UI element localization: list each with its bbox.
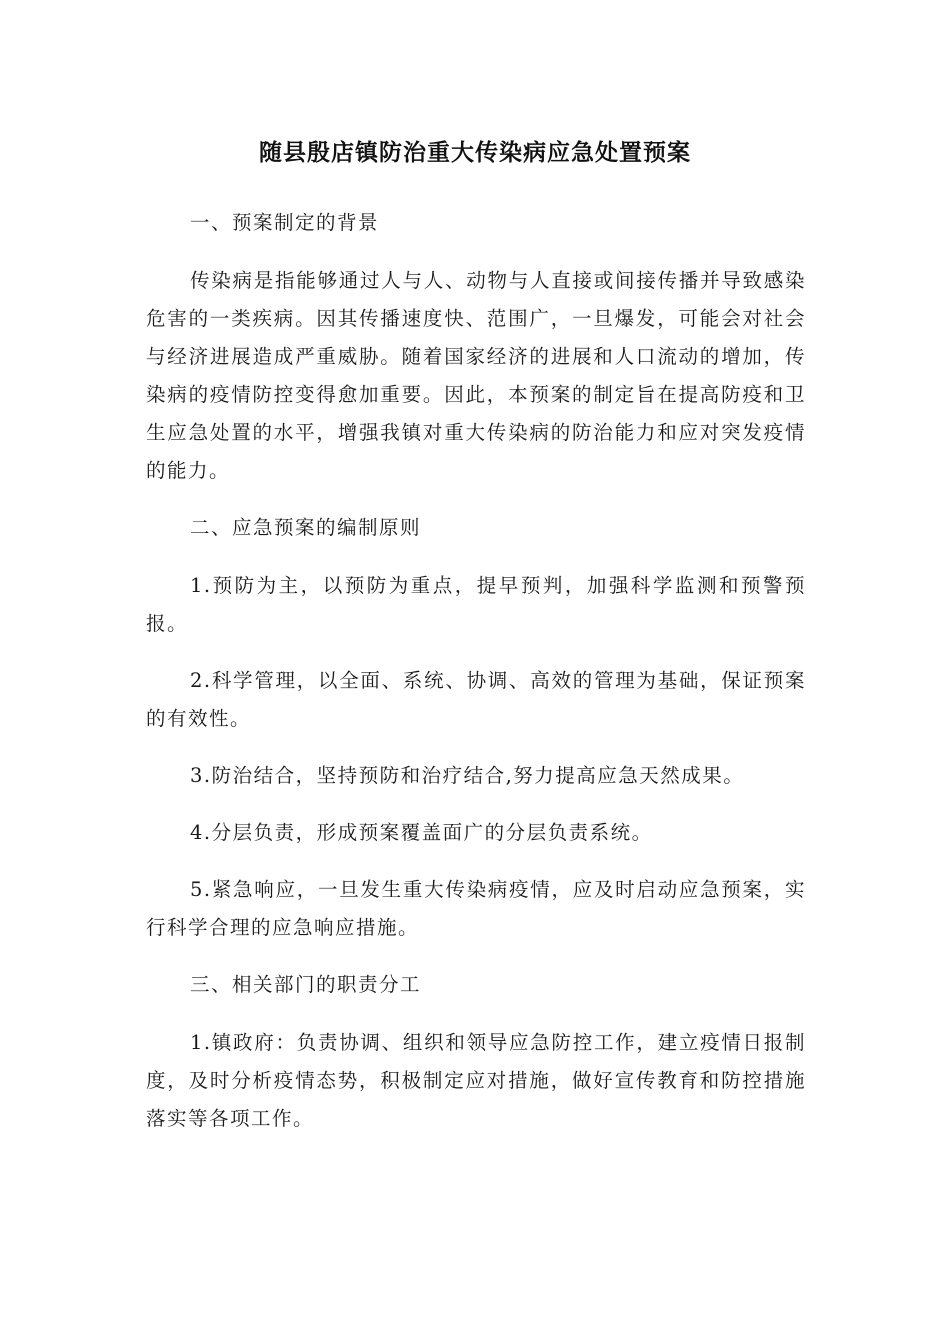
document-title: 随县殷店镇防治重大传染病应急处置预案 bbox=[259, 140, 691, 166]
paragraph-background: 传染病是指能够通过人与人、动物与人直接或间接传播并导致感染危害的一类疾病。因其传播速度快、范围广，一旦爆发，可能会对社会与经济进展造成严重威胁。随着国家经济的进展和人口流动的增加，传染病的疫情防控变得愈加重要。因此，本预案的制定旨在提高防疫和卫生应急处置的水平，增强我镇对重大传染病的防治能力和应对突发疫情的能力。 bbox=[146, 269, 806, 482]
responsibility-item-1: 1.镇政府：负责协调、组织和领导应急防控工作，建立疫情日报制度，及时分析疫情态势，积极制定应对措施，做好宣传教育和防控措施落实等各项工作。 bbox=[146, 1031, 806, 1130]
principle-item-3: 3.防治结合，坚持预防和治疗结合,努力提高应急天然成果。 bbox=[190, 764, 745, 787]
principle-item-5: 5.紧急响应，一旦发生重大传染病疫情，应及时启动应急预案，实行科学合理的应急响应措施。 bbox=[146, 878, 806, 939]
principle-item-2: 2.科学管理，以全面、系统、协调、高效的管理为基础，保证预案的有效性。 bbox=[146, 669, 806, 730]
document-body bbox=[146, 204, 806, 1138]
principle-item-4: 4.分层负责，形成预案覆盖面广的分层负责系统。 bbox=[190, 821, 653, 844]
section-heading-background: 一、预案制定的背景 bbox=[190, 211, 380, 234]
section-heading-principles: 二、应急预案的编制原则 bbox=[190, 516, 422, 539]
principle-item-1: 1.预防为主，以预防为重点，提早预判，加强科学监测和预警预报。 bbox=[146, 574, 806, 635]
section-heading-responsibilities: 三、相关部门的职责分工 bbox=[190, 973, 422, 996]
